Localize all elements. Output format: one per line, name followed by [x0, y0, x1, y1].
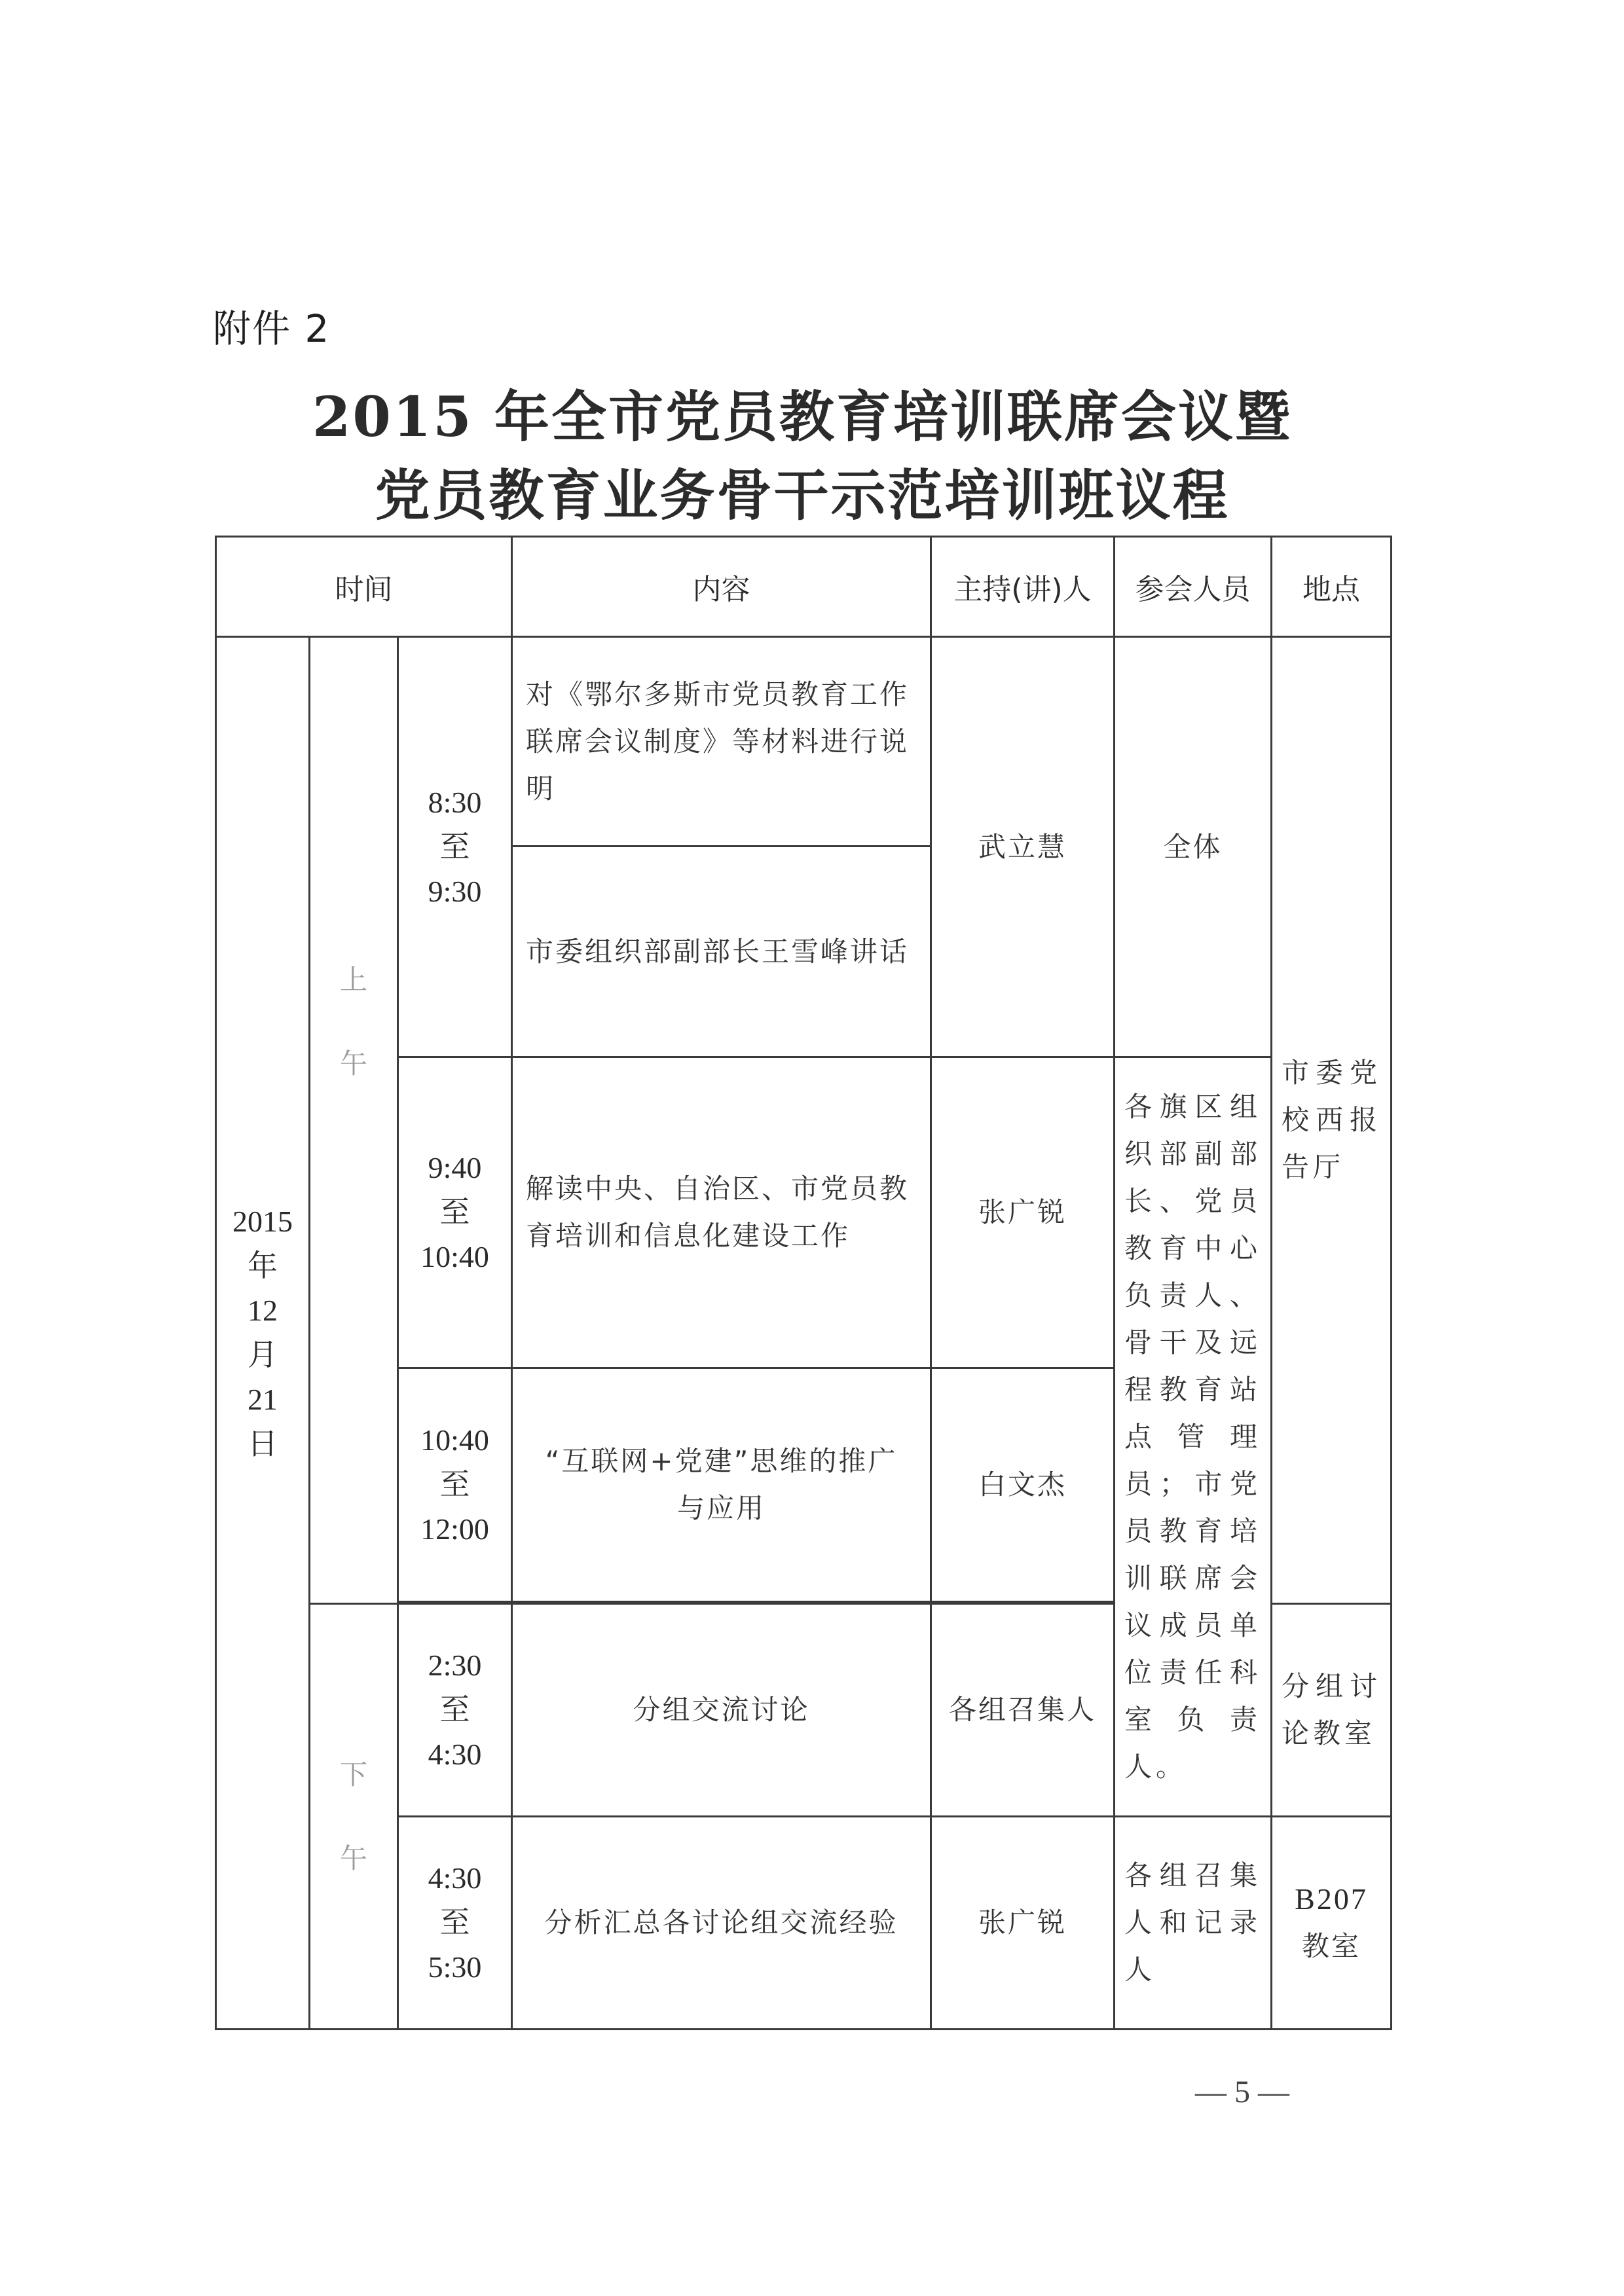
title-line-1: 2015 年全市党员教育培训联席会议暨 — [312, 384, 1293, 449]
session-host: 各组召集人 — [931, 1604, 1115, 1817]
attachment-label: 附件 2 — [213, 306, 331, 351]
location-group: 分组讨论教室 — [1272, 1604, 1392, 1817]
agenda-table — [215, 536, 1392, 2030]
header-content: 内容 — [512, 537, 931, 637]
period-afternoon: 下 午 — [310, 1604, 398, 2030]
location-room: B207 教室 — [1272, 1817, 1392, 2030]
period-morning: 上 午 — [310, 637, 398, 1604]
header-time: 时间 — [216, 537, 512, 637]
session-attendees: 各旗区组织部副部长、党员教育中心负责人、骨干及远程教育站点管理员；市党员教育培训联席会议成员单位责任科室负责人。 — [1115, 1057, 1272, 1817]
title-line-2: 党员教育业务骨干示范培训班议程 — [375, 463, 1230, 528]
header-location: 地点 — [1272, 537, 1392, 637]
page-number: — 5 — — [1195, 2075, 1289, 2109]
session-time: 10:40 至 12:00 — [398, 1368, 512, 1602]
session-time: 4:30 至 5:30 — [398, 1817, 512, 2030]
location-main: 市委党校西报告厅 — [1272, 637, 1392, 1604]
session-content: 解读中央、自治区、市党员教育培训和信息化建设工作 — [512, 1057, 931, 1368]
date-cell: 2015 年 12 月 21 日 — [216, 637, 310, 2030]
session-time: 2:30 至 4:30 — [398, 1604, 512, 1817]
session-content: 分组交流讨论 — [512, 1604, 931, 1817]
session-attendees: 全体 — [1115, 637, 1272, 1057]
session-host: 张广锐 — [931, 1817, 1115, 2030]
table-row — [216, 637, 1392, 847]
session-content: 市委组织部副部长王雪峰讲话 — [512, 847, 931, 1057]
session-time: 8:30 至 9:30 — [398, 637, 512, 1057]
session-attendees: 各组召集人和记录人 — [1115, 1817, 1272, 2030]
session-host: 武立慧 — [931, 637, 1115, 1057]
header-attendees: 参会人员 — [1115, 537, 1272, 637]
session-host: 张广锐 — [931, 1057, 1115, 1368]
header-row — [216, 537, 1392, 637]
session-host: 白文杰 — [931, 1368, 1115, 1602]
session-content: “互联网+党建”思维的推广 与应用 — [512, 1368, 931, 1602]
session-content: 对《鄂尔多斯市党员教育工作联席会议制度》等材料进行说明 — [512, 637, 931, 847]
header-host: 主持(讲)人 — [931, 537, 1115, 637]
session-content: 分析汇总各讨论组交流经验 — [512, 1817, 931, 2030]
session-time: 9:40 至 10:40 — [398, 1057, 512, 1368]
